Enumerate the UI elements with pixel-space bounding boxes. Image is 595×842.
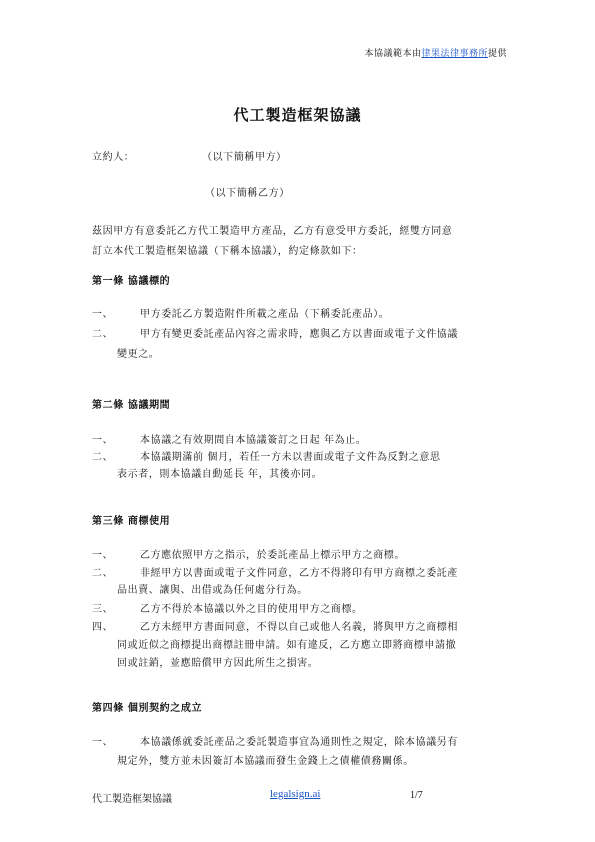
item-text: 乙方不得於本協議以外之目的使用甲方之商標。 — [140, 604, 363, 615]
item-text: 甲方有變更委託產品內容之需求時，應與乙方以書面或電子文件協議 — [140, 329, 458, 340]
article-3-item-4-cont-1: 同或近似之商標提出商標註冊申請。如有違反，乙方應立即將商標申請撤 — [117, 640, 457, 651]
article-3-item-1 — [92, 546, 405, 561]
item-number: 二、 — [92, 452, 114, 463]
page-title: 代工製造框架協議 — [233, 106, 362, 124]
article-3-heading: 第三條 商標使用 — [92, 516, 171, 527]
law-firm-link[interactable]: 律果法律事務所 — [421, 49, 488, 59]
item-number: 四、 — [92, 622, 114, 633]
article-1-item-2-cont: 變更之。 — [117, 349, 160, 360]
article-2-item-2-cont: 表示者，則本協議自動延長 年，其後亦同。 — [117, 469, 323, 480]
article-3-item-4-cont-2: 回或註銷，並應賠償甲方因此所生之損害。 — [117, 658, 319, 669]
article-4-item-1-cont: 規定外，雙方並未因簽訂本協議而發生金錢上之債權債務關係。 — [117, 756, 414, 767]
party-label: 立約人： — [92, 152, 135, 163]
article-3-item-2-cont: 品出賣、讓與、出借或為任何處分行為。 — [117, 585, 308, 596]
article-1-heading: 第一條 協議標的 — [92, 276, 171, 287]
item-number: 一、 — [92, 737, 114, 748]
item-text: 甲方委託乙方製造附件所載之產品（下稱委託產品）。 — [140, 309, 390, 320]
article-1-item-2 — [92, 325, 458, 340]
template-source-note — [364, 46, 507, 59]
item-text: 非經甲方以書面或電子文件同意，乙方不得將印有甲方商標之委託產 — [140, 568, 458, 579]
item-text: 本協議之有效期間自本協議簽訂之日起 年為止。 — [140, 435, 367, 446]
article-4-heading: 第四條 個別契約之成立 — [92, 703, 203, 714]
item-number: 二、 — [92, 329, 114, 340]
article-3-item-2 — [92, 564, 458, 579]
item-number: 一、 — [92, 550, 114, 561]
article-3-item-3 — [92, 600, 363, 615]
intro-line-1: 茲因甲方有意委託乙方代工製造甲方產品，乙方有意受甲方委託，經雙方同意 — [92, 226, 453, 237]
article-3-item-4 — [92, 618, 458, 633]
article-2-heading: 第二條 協議期間 — [92, 400, 171, 411]
article-2-item-2 — [92, 448, 441, 463]
note-prefix: 本協議範本由 — [364, 49, 422, 59]
item-number: 一、 — [92, 309, 114, 320]
footer-site-link[interactable]: legalsign.ai — [270, 788, 321, 800]
item-text: 本協議係就委託產品之委託製造事宜為通則性之規定，除本協議另有 — [140, 737, 458, 748]
party-line-2: （以下簡稱乙方） — [205, 188, 290, 199]
article-2-item-1 — [92, 431, 366, 446]
article-1-item-1 — [92, 305, 389, 320]
footer-page-number: 1/7 — [410, 790, 423, 801]
party-a-alias: （以下簡稱甲方） — [201, 152, 287, 163]
item-text: 本協議期滿前 個月，若任一方未以書面或電子文件為反對之意思 — [140, 452, 441, 463]
item-text: 乙方未經甲方書面同意，不得以自己或他人名義，將與甲方之商標相 — [140, 622, 458, 633]
item-number: 一、 — [92, 435, 114, 446]
party-line-1 — [92, 148, 287, 163]
article-4-item-1 — [92, 733, 458, 748]
item-number: 二、 — [92, 568, 114, 579]
note-suffix: 提供 — [487, 49, 507, 59]
item-text: 乙方應依照甲方之指示，於委託產品上標示甲方之商標。 — [140, 550, 405, 561]
footer-doc-title: 代工製造框架協議 — [92, 794, 172, 805]
intro-line-2: 訂立本代工製造框架協議（下稱本協議），約定條款如下： — [92, 246, 363, 257]
item-number: 三、 — [92, 604, 114, 615]
